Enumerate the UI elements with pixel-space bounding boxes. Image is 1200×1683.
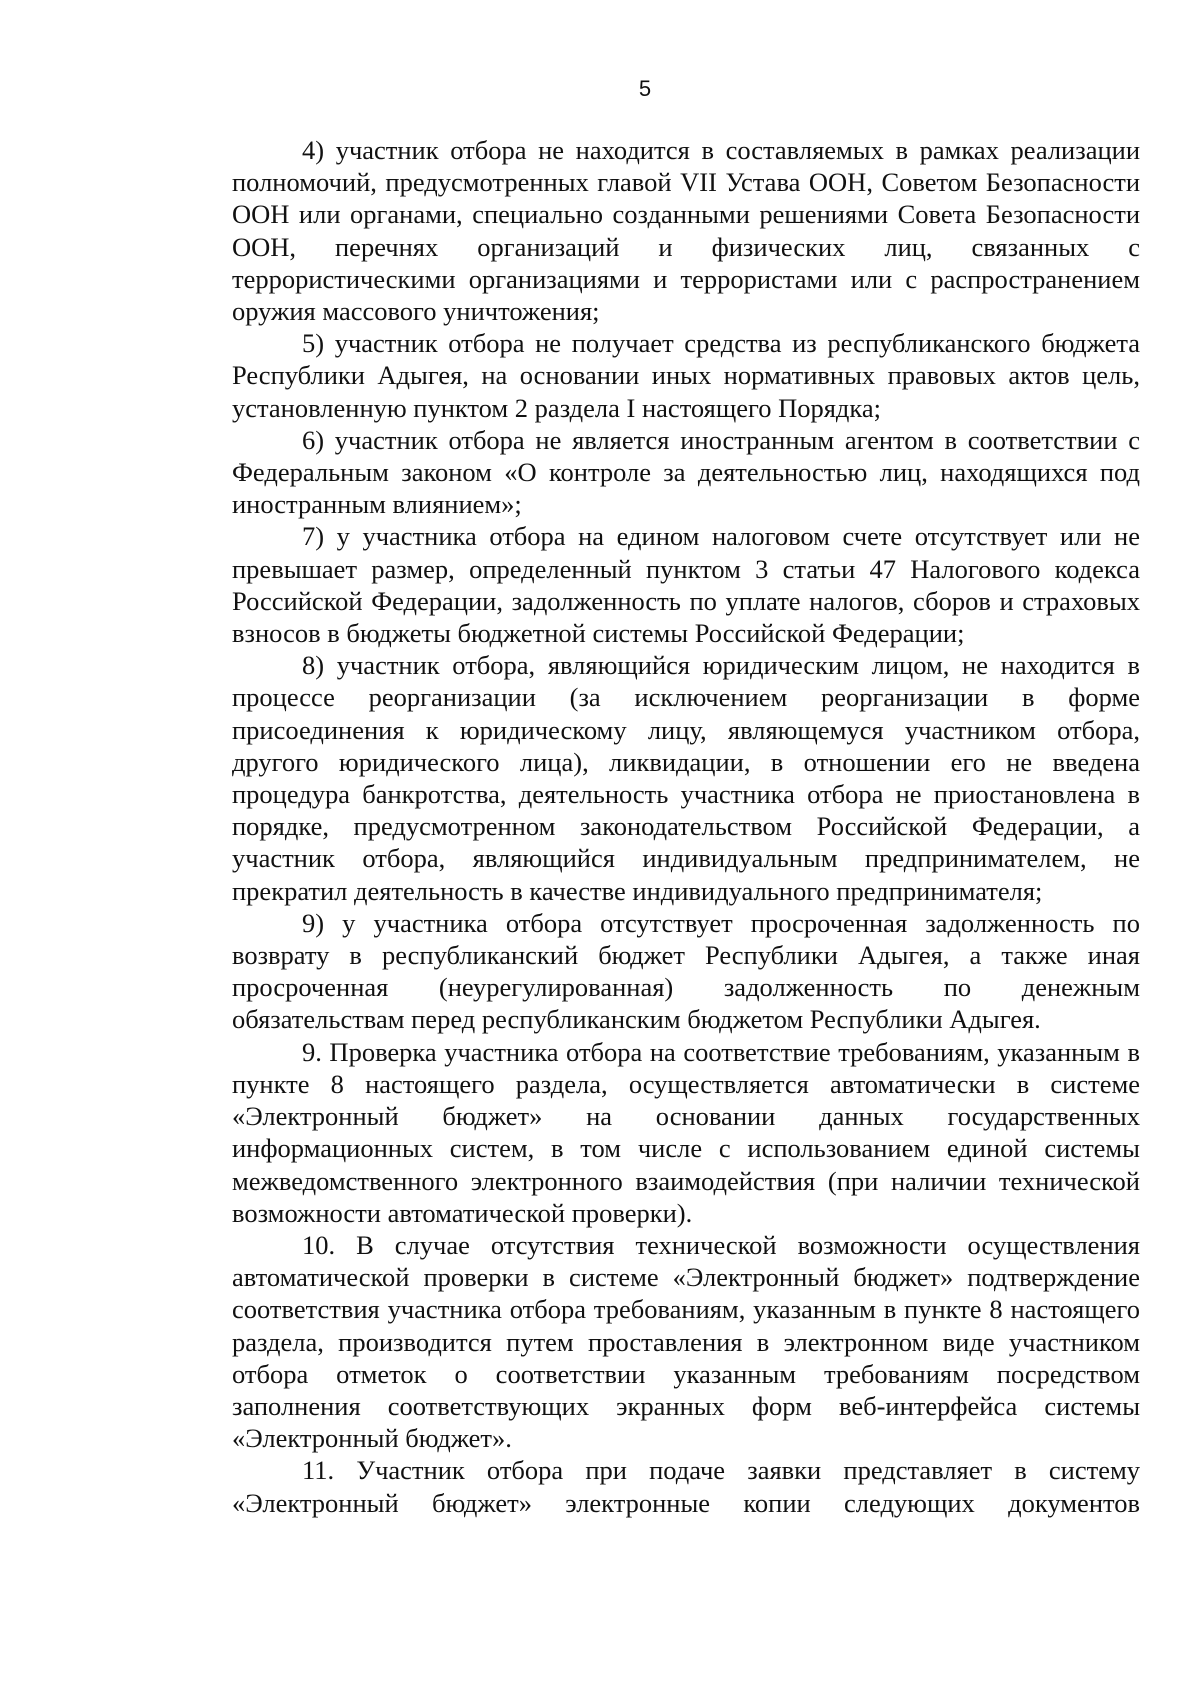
paragraph-clause-10: 10. В случае отсутствия технической возможности осуществления автоматической проверки в системе «Электронный бюджет» подтверждение соответствия участника отбора требованиям, указанным в пункте 8 настоящего раздела, производится путем проставления в электронном виде участником отбора отметок о соответствии указанным требованиям посредством заполнения соответствующих экранных форм веб-интерфейса системы «Электронный бюджет». xyxy=(232,1229,1140,1454)
paragraph-item-4: 4) участник отбора не находится в составляемых в рамках реализации полномочий, предусмотренных главой VII Устава ООН, Советом Безопасности ООН или органами, специально созданными решениями Совета Безопасности ООН, перечнях организаций и физических лиц, связанных с террористическими организациями и террористами или с распространением оружия массового уничтожения; xyxy=(232,135,1140,327)
paragraph-item-5: 5) участник отбора не получает средства из республиканского бюджета Республики Адыгея, на основании иных нормативных правовых актов цель, установленную пунктом 2 раздела I настоящего Порядка; xyxy=(232,328,1140,423)
document-body xyxy=(232,134,1140,1519)
paragraph-item-8: 8) участник отбора, являющийся юридическим лицом, не находится в процессе реорганизации (за исключением реорганизации в форме присоединения к юридическому лицу, являющемуся участником отбора, другого юридического лица), ликвидации, в отношении его не введена процедура банкротства, деятельность участника отбора не приостановлена в порядке, предусмотренном законодательством Российской Федерации, а участник отбора, являющийся индивидуальным предпринимателем, не прекратил деятельность в качестве индивидуального предпринимателя; xyxy=(232,650,1140,906)
paragraph-item-9: 9) у участника отбора отсутствует просроченная задолженность по возврату в республиканский бюджет Республики Адыгея, а также иная просроченная (неурегулированная) задолженность по денежным обязательствам перед республиканским бюджетом Республики Адыгея. xyxy=(232,907,1140,1035)
page-number: 5 xyxy=(638,76,652,101)
paragraph-item-6: 6) участник отбора не является иностранным агентом в соответствии с Федеральным законом «О контроле за деятельностью лиц, находящихся под иностранным влиянием»; xyxy=(232,424,1140,520)
paragraph-clause-11: 11. Участник отбора при подаче заявки представляет в систему «Электронный бюджет» электронные копии следующих документов xyxy=(232,1455,1140,1518)
paragraph-clause-9: 9. Проверка участника отбора на соответствие требованиям, указанным в пункте 8 настоящего раздела, осуществляется автоматически в системе «Электронный бюджет» на основании данных государственных информационных систем, в том числе с использованием единой системы межведомственного электронного взаимодействия (при наличии технической возможности автоматической проверки). xyxy=(232,1036,1140,1228)
paragraph-item-7: 7) у участника отбора на едином налоговом счете отсутствует или не превышает размер, определенный пунктом 3 статьи 47 Налогового кодекса Российской Федерации, задолженность по уплате налогов, сборов и страховых взносов в бюджеты бюджетной системы Российской Федерации; xyxy=(232,521,1140,649)
